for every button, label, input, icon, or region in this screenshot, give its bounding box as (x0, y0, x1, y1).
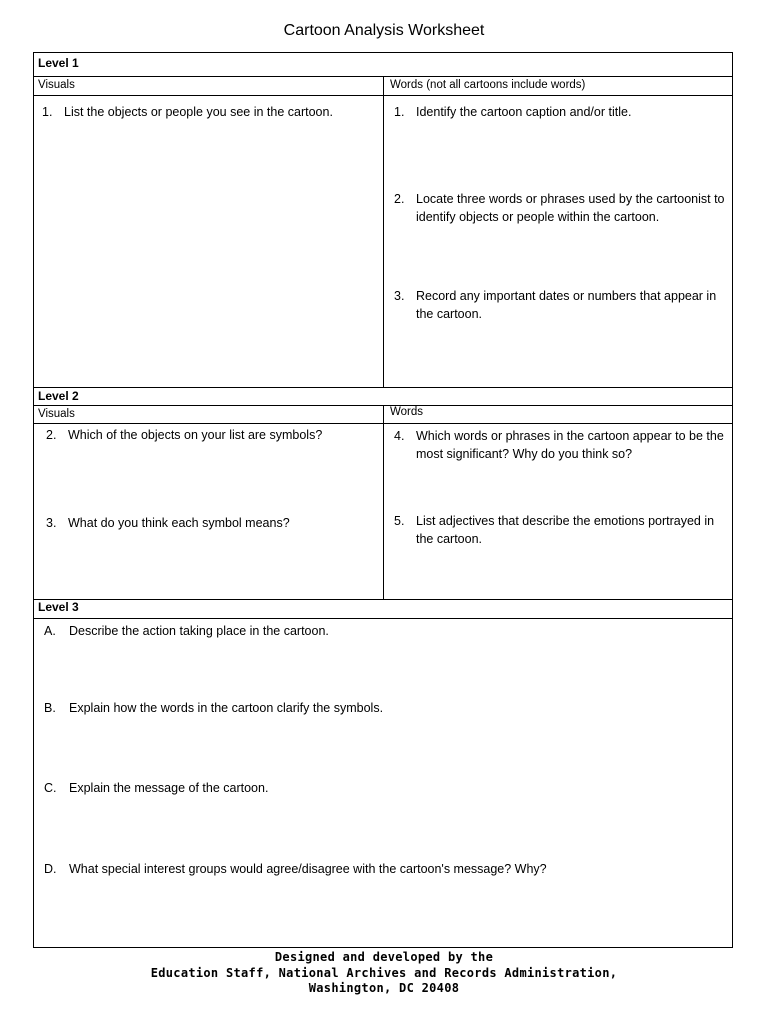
question-number: 3. (46, 516, 57, 530)
question-text: Which of the objects on your list are symbols? (68, 428, 323, 442)
level-1-label: Level 1 (38, 56, 79, 70)
question-text: What special interest groups would agree/disagree with the cartoon's message? Why? (69, 862, 547, 876)
question-letter: B. (44, 701, 56, 715)
level-2-words-header: Words (390, 406, 424, 418)
divider (34, 387, 732, 388)
level-2-words-question-5 (394, 512, 730, 548)
level-2-label: Level 2 (38, 389, 79, 403)
divider (34, 618, 732, 619)
level-2-visuals-question-2 (46, 426, 376, 444)
footer-line: Education Staff, National Archives and Records Administration, (150, 965, 618, 980)
credits-footer (0, 950, 768, 997)
page-title: Cartoon Analysis Worksheet (283, 22, 485, 39)
footer-line: Designed and developed by the (274, 950, 494, 964)
level-3-question-c (44, 779, 724, 797)
question-text: List the objects or people you see in the cartoon. (64, 105, 333, 119)
question-text: List adjectives that describe the emotions portrayed in the cartoon. (416, 514, 715, 546)
level-3-question-d (44, 860, 724, 878)
question-number: 2. (46, 428, 57, 442)
question-text: Explain the message of the cartoon. (69, 781, 269, 795)
level-3-question-b (44, 699, 724, 717)
question-letter: A. (44, 624, 56, 638)
footer-line: Washington, DC 20408 (308, 981, 460, 995)
level-1-words-question-3 (394, 287, 730, 323)
question-letter: D. (44, 862, 57, 876)
question-number: 2. (394, 192, 405, 206)
question-text: Which words or phrases in the cartoon appear to be the most significant? Why do you think so? (416, 429, 724, 461)
level-2-visuals-header: Visuals (38, 408, 75, 420)
question-text: Explain how the words in the cartoon clarify the symbols. (69, 701, 384, 715)
question-text: Describe the action taking place in the cartoon. (69, 624, 329, 638)
level-3-question-a (44, 622, 724, 640)
level-3-label: Level 3 (38, 600, 79, 614)
level-1-visuals-header: Visuals (38, 79, 75, 91)
question-number: 5. (394, 514, 405, 528)
level-1-words-header: Words (not all cartoons include words) (390, 79, 586, 91)
column-divider (383, 405, 384, 599)
question-number: 1. (42, 105, 53, 119)
level-2-visuals-question-3 (46, 514, 376, 532)
column-divider (383, 76, 384, 387)
question-text: What do you think each symbol means? (68, 516, 290, 530)
question-text: Locate three words or phrases used by the cartoonist to identify objects or people within the cartoon. (416, 192, 725, 224)
question-text: Record any important dates or numbers that appear in the cartoon. (416, 289, 717, 321)
worksheet-table (33, 52, 733, 948)
level-1-visuals-question-1 (42, 103, 372, 121)
question-number: 3. (394, 289, 405, 303)
level-2-words-question-4 (394, 427, 730, 463)
question-number: 4. (394, 429, 405, 443)
question-number: 1. (394, 105, 405, 119)
question-letter: C. (44, 781, 57, 795)
question-text: Identify the cartoon caption and/or title. (416, 105, 632, 119)
level-1-words-question-1 (394, 103, 730, 121)
divider (34, 599, 732, 600)
level-1-words-question-2 (394, 190, 730, 226)
